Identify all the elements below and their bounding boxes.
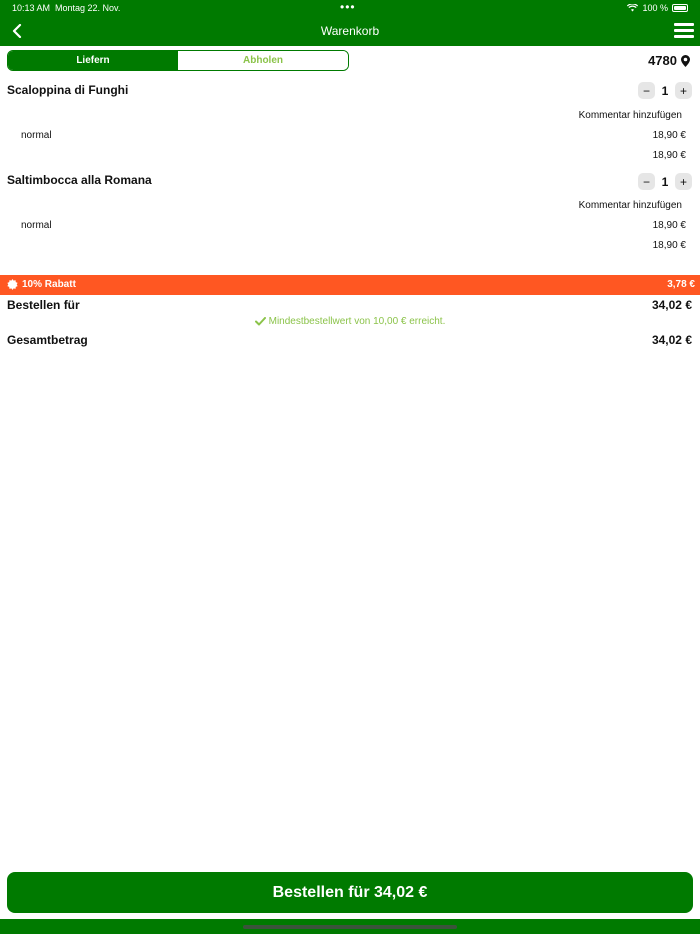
quantity-value: 1 [661,83,669,98]
discount-label-group [7,279,76,290]
decrease-button[interactable] [638,173,655,190]
min-order-note [0,316,700,327]
min-order-text: Mindestbestellwert von 10,00 € erreicht. [268,316,446,327]
increase-button[interactable] [675,82,692,99]
segment-liefern[interactable]: Liefern [8,51,178,70]
wifi-icon [627,4,638,12]
location-zip[interactable] [648,53,690,68]
status-time: 10:13 AM [12,3,51,13]
hamburger-menu-button[interactable] [674,23,694,39]
plus-icon: + [679,83,687,98]
total-label: Gesamtbetrag [7,333,88,347]
battery-icon [672,4,688,12]
add-comment-link[interactable]: Kommentar hinzufügen [578,110,682,121]
item-variant: normal [21,220,52,231]
decrease-button[interactable] [638,82,655,99]
battery-percent: 100 % [642,3,668,13]
segment-abholen[interactable]: Abholen [178,51,348,70]
multitasking-dots[interactable]: ••• [340,0,356,14]
item-total: 18,90 € [652,240,686,251]
status-right [627,3,688,13]
minus-icon: − [642,83,650,98]
menu-line-icon [674,35,694,38]
plus-icon: + [679,174,687,189]
discount-bar [0,275,700,295]
order-for-label: Bestellen für [7,298,80,312]
quantity-value: 1 [661,174,669,189]
variant-price: 18,90 € [652,130,686,141]
discount-amount: 3,78 € [667,279,695,290]
navigation-bar [0,17,700,46]
place-order-button[interactable]: Bestellen für 34,02 € [7,872,693,913]
status-date: Montag 22. Nov. [55,3,121,13]
minus-icon: − [642,174,650,189]
status-bar [0,0,700,17]
discount-badge-icon [7,279,18,290]
map-pin-icon [681,55,690,67]
total-value: 34,02 € [651,333,692,347]
increase-button[interactable] [675,173,692,190]
cart-item-name: Scaloppina di Funghi [7,83,129,97]
item-variant: normal [21,130,52,141]
item-total: 18,90 € [652,150,686,161]
quantity-stepper [638,173,692,190]
bottom-bar [0,919,700,934]
menu-line-icon [674,29,694,32]
order-for-value: 34,02 € [651,298,692,312]
variant-price: 18,90 € [652,220,686,231]
menu-line-icon [674,23,694,26]
zip-code: 4780 [648,53,677,68]
discount-label: 10% Rabatt [22,279,76,290]
quantity-stepper [638,82,692,99]
delivery-mode-segmented-control [7,50,349,71]
page-title: Warenkorb [320,24,380,38]
checkmark-icon [255,317,266,326]
add-comment-link[interactable]: Kommentar hinzufügen [578,200,682,211]
cart-item-name: Saltimbocca alla Romana [7,173,152,187]
home-indicator[interactable] [243,925,457,929]
